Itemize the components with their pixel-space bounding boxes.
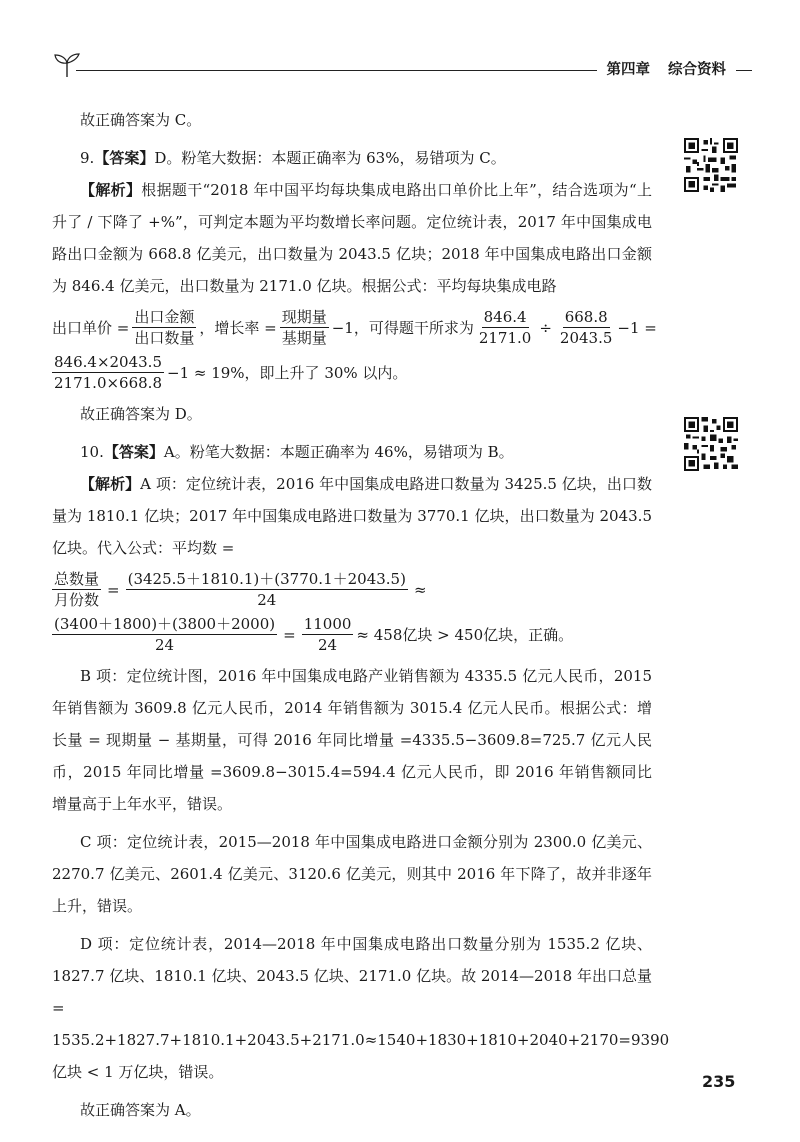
q9-formula-mid1: ，增长率 =: [199, 318, 277, 337]
fraction-denominator: 2171.0×668.8: [54, 374, 162, 392]
fraction-growth-rate: [280, 308, 329, 347]
fraction-denominator: 基期量: [281, 329, 327, 347]
q10-answer: [52, 436, 652, 468]
fraction-denominator: 2043.5: [559, 329, 613, 347]
chapter-section: 综合资料: [668, 62, 726, 78]
fraction-numerator: 出口金额: [134, 308, 195, 326]
q9-formula-mid2: −1，可得题干所求为: [331, 318, 474, 337]
main-content: [52, 104, 670, 1126]
fraction-average: [52, 570, 101, 609]
fraction-numerator: 总数量: [54, 570, 100, 588]
q10-number: 10.: [80, 443, 104, 461]
q10-answer-tag: 【答案】: [103, 443, 164, 461]
qr-code-icon: [684, 138, 738, 192]
leaf-icon: [52, 52, 82, 78]
q9-analysis-text: 根据题干“2018 年中国平均每块集成电路出口单价比上年”，结合选项为“上升了 / 下降了 +%”，可判定本题为平均数增长率问题。定位统计表，2017 年中国集成电路出口金额为 668.8 亿美元，出口数量为 2043.5 亿块；2018 年中国集成电路出口金额为 846.4 亿美元，出口数量为 2171.0 亿块。根据公式：平均每块集成电路: [52, 181, 652, 295]
fraction-numerator: 846.4: [483, 308, 527, 326]
q9-formula-tail: −1 =: [617, 318, 657, 337]
page-header: [52, 52, 752, 82]
q9-formula-lead: 出口单价 =: [52, 318, 130, 337]
q9-answer-tag: 【答案】: [94, 149, 155, 167]
q10-answer-text: A。粉笔大数据：本题正确率为 46%，易错项为 B。: [163, 443, 514, 461]
equals-sign: =: [283, 625, 296, 644]
fraction-numerator: (3400＋1800)＋(3800＋2000): [54, 615, 276, 633]
fraction-denominator: 2171.0: [478, 329, 532, 347]
q9-analysis-tag: 【解析】: [80, 181, 142, 199]
q8-conclusion: 故正确答案为 C。: [80, 111, 202, 129]
q9-formula2-tail: −1 ≈ 19%，即上升了 30% 以内。: [167, 363, 408, 382]
q10-option-b: B 项：定位统计图，2016 年中国集成电路产业销售额为 4335.5 亿元人民币，2015 年销售额为 3609.8 亿元人民币，2014 年销售额为 3015.4 亿元人民币。根据公式：增长量 = 现期量 − 基期量，可得 2016 年同比增量 =4335.5−3609.8=725.7 亿元人民币，2015 年同比增量 =3609.8−3015.4=594.4 亿元人民币，即 2016 年销售额同比增量高于上年水平，错误。: [52, 667, 652, 813]
q9-answer: [52, 142, 652, 174]
qr-code-q10[interactable]: [684, 417, 738, 471]
chapter-title: [597, 58, 737, 79]
fraction-numerator: 11000: [303, 615, 352, 633]
fraction-denominator: 月份数: [54, 591, 100, 609]
fraction-2018-price: [477, 308, 534, 347]
approx-sign: ≈: [413, 580, 427, 599]
q10-analysis: [52, 468, 652, 564]
q10-option-c: C 项：定位统计表，2015—2018 年中国集成电路进口金额分别为 2300.0 亿美元、2270.7 亿美元、2601.4 亿美元、3120.6 亿美元，则其中 2016 年下降了，故并非逐年上升，错误。: [52, 833, 652, 915]
q10-option-d: D 项：定位统计表，2014—2018 年中国集成电路出口数量分别为 1535.2 亿块、1827.7 亿块、1810.1 亿块、2043.5 亿块、2171.0 亿块。故 2014—2018 年出口总量 = 1535.2+1827.7+1810.1+2043.5+2171.0≈1540+1830+1810+2040+2170=9390 亿块 < 1 万亿块，错误。: [52, 935, 670, 1081]
division-sign: ÷: [539, 318, 552, 337]
fraction-result: [52, 353, 164, 392]
q9-formula-line2: [52, 353, 652, 392]
q10-formula2-tail: ≈ 458亿块 > 450亿块，正确。: [356, 625, 574, 644]
fraction-numerator: 现期量: [281, 308, 327, 326]
fraction-sum-exact: [126, 570, 408, 609]
fraction-denominator: 24: [257, 591, 277, 609]
fraction-export-price: [132, 308, 196, 347]
q9-conclusion: 故正确答案为 D。: [80, 405, 202, 423]
fraction-numerator: 668.8: [564, 308, 608, 326]
page-number: 235: [702, 1072, 736, 1091]
q10-analysis-tag: 【解析】: [80, 475, 141, 493]
fraction-numerator: (3425.5＋1810.1)＋(3770.1＋2043.5): [127, 570, 406, 588]
q10-formula-line2: [52, 615, 652, 654]
q9-analysis: [52, 174, 652, 302]
fraction-denominator: 出口数量: [134, 329, 195, 347]
fraction-numerator: 846.4×2043.5: [54, 353, 162, 371]
q10-conclusion: 故正确答案为 A。: [80, 1101, 201, 1119]
fraction-sum-rounded: [52, 615, 277, 654]
fraction-2017-price: [558, 308, 615, 347]
chapter-number: 第四章: [606, 62, 650, 78]
fraction-total: [302, 615, 354, 654]
q9-number: 9.: [80, 149, 95, 167]
qr-code-icon: [684, 417, 738, 471]
q9-formula-line: [52, 308, 657, 347]
qr-code-q9[interactable]: [684, 138, 738, 192]
q10-formula-line: [52, 570, 652, 609]
fraction-denominator: 24: [318, 636, 338, 654]
equals-sign: =: [107, 580, 120, 599]
q9-answer-text: D。粉笔大数据：本题正确率为 63%，易错项为 C。: [154, 149, 506, 167]
q10-analysis-text: A 项：定位统计表，2016 年中国集成电路进口数量为 3425.5 亿块，出口数量为 1810.1 亿块；2017 年中国集成电路进口数量为 3770.1 亿块，出口数量为 2043.5 亿块。代入公式：平均数 =: [52, 475, 652, 557]
fraction-denominator: 24: [155, 636, 175, 654]
